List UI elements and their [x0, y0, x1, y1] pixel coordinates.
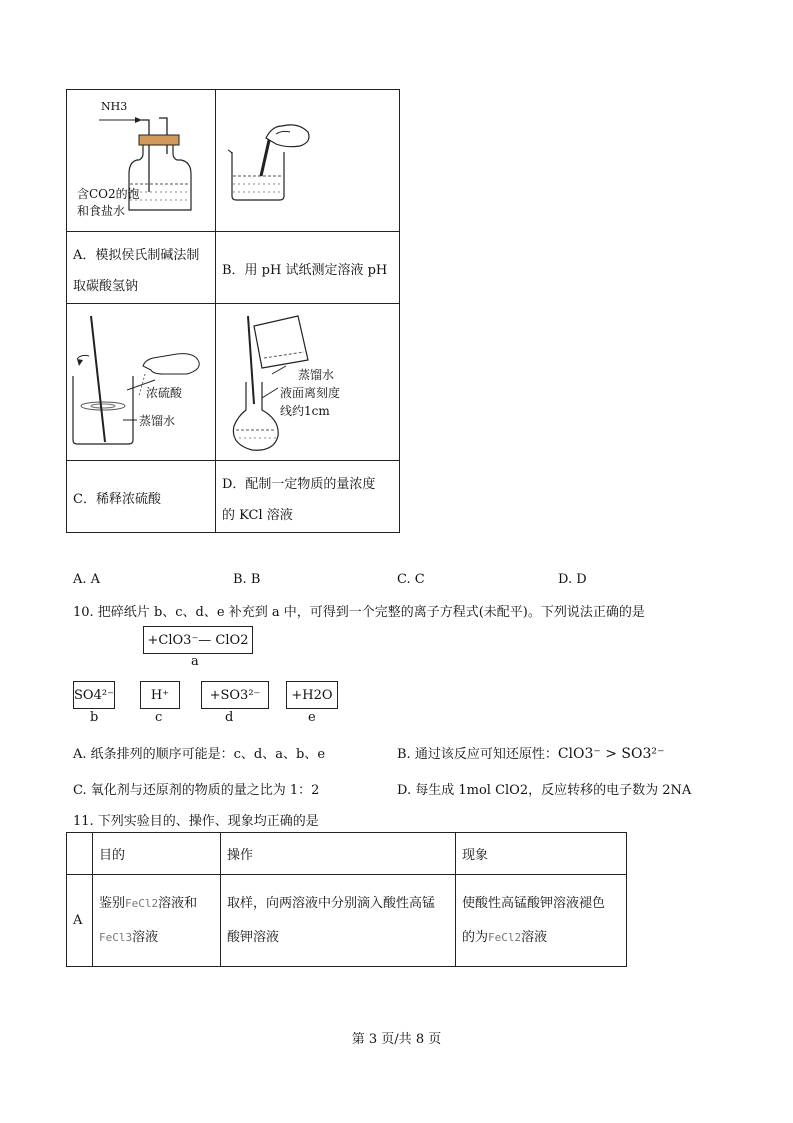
q9-option-b: B. B — [233, 572, 261, 587]
paper-slip-c: H⁺ — [140, 681, 180, 709]
q11-header-operation: 操作 — [221, 833, 456, 875]
dilute-acid-illustration — [67, 304, 215, 460]
phenomenon-pre: 的为 — [462, 929, 489, 945]
q10-option-d: D. 每生成 1mol ClO2，反应转移的电子数为 2NA — [397, 783, 692, 798]
slip-letter-c: c — [155, 710, 163, 725]
q11-operation-cell — [221, 875, 456, 967]
q11-table — [66, 832, 627, 967]
purpose-pre: 鉴别 — [99, 895, 126, 911]
water-label-c: 蒸馏水 — [139, 414, 176, 428]
water-label-d: 蒸馏水 — [298, 368, 335, 382]
apparatus-a-figure — [67, 90, 216, 232]
caption-d-line2: 的 KCl 溶液 — [222, 507, 293, 523]
nh3-label: NH3 — [101, 100, 128, 113]
purpose-mid: 溶液和 — [158, 895, 198, 911]
apparatus-c-figure — [67, 304, 216, 461]
q11-header-phenomenon: 现象 — [456, 833, 627, 875]
q10-option-b-text: B. 通过该反应可知还原性： — [397, 747, 558, 762]
scale-label-2: 线约1cm — [280, 404, 330, 418]
bottle-label-2: 和食盐水 — [77, 204, 126, 218]
operation-line1: 取样，向两溶液中分别滴入酸性高锰 — [227, 895, 436, 911]
q10-stem: 10. 把碎纸片 b、c、d、e 补充到 a 中，可得到一个完整的离子方程式(未配平)。下列说法正确的是 — [73, 605, 645, 620]
phenomenon-chem: FeCl2 — [488, 930, 522, 944]
ph-paper-illustration — [216, 90, 399, 227]
caption-a-line2: 取碳酸氢钠 — [73, 278, 139, 294]
q11-stem: 11. 下列实验目的、操作、现象均正确的是 — [73, 814, 319, 829]
caption-b: B．用 pH 试纸测定溶液 pH — [216, 232, 400, 304]
paper-slip-d: +SO3²⁻ — [201, 681, 269, 709]
purpose-chem-fecl3: FeCl3 — [99, 930, 133, 944]
q9-option-c: C. C — [397, 572, 425, 587]
purpose-chem-fecl2: FeCl2 — [125, 896, 159, 910]
slip-letter-e: e — [308, 710, 316, 725]
q11-purpose-cell — [93, 875, 221, 967]
operation-line2: 酸钾溶液 — [227, 929, 280, 945]
bottle-label-1: 含CO2的饱 — [77, 187, 140, 201]
q9-option-a: A. A — [73, 572, 101, 587]
q10-option-b — [397, 743, 664, 762]
q10-option-b-formula: ClO3⁻ > SO3²⁻ — [557, 746, 665, 762]
slip-letter-a: a — [191, 654, 199, 669]
apparatus-b-figure — [216, 90, 400, 232]
q10-option-a: A. 纸条排列的顺序可能是：c、d、a、b、e — [73, 747, 326, 762]
paper-slip-e: +H2O — [286, 681, 338, 709]
caption-d-line1: D．配制一定物质的量浓度 — [222, 476, 376, 492]
phenomenon-line1: 使酸性高锰酸钾溶液褪色 — [462, 895, 606, 911]
scale-label-1: 液面离刻度 — [280, 386, 341, 400]
apparatus-d-figure — [216, 304, 400, 461]
q11-header-blank — [67, 833, 93, 875]
phenomenon-post: 溶液 — [521, 929, 548, 945]
caption-a-line1: A．模拟侯氏制碱法制 — [73, 247, 200, 263]
page-footer: 第 3 页/共 8 页 — [351, 1032, 442, 1047]
caption-c: C．稀释浓硫酸 — [67, 461, 216, 533]
caption-d — [216, 461, 400, 533]
paper-slip-b: SO4²⁻ — [73, 681, 115, 709]
q9-option-d: D. D — [558, 572, 587, 587]
q11-phenomenon-cell — [456, 875, 627, 967]
purpose-post: 溶液 — [132, 929, 159, 945]
caption-a — [67, 232, 216, 304]
apparatus-table — [66, 89, 400, 533]
slip-letter-b: b — [90, 710, 99, 725]
acid-label: 浓硫酸 — [146, 386, 183, 400]
slip-letter-d: d — [225, 710, 234, 725]
q11-row-label: A — [67, 875, 93, 967]
q11-header-purpose: 目的 — [93, 833, 221, 875]
q10-option-c: C. 氧化剂与还原剂的物质的量之比为 1：2 — [73, 783, 320, 798]
paper-slip-a: +ClO3⁻— ClO2 — [143, 626, 253, 654]
